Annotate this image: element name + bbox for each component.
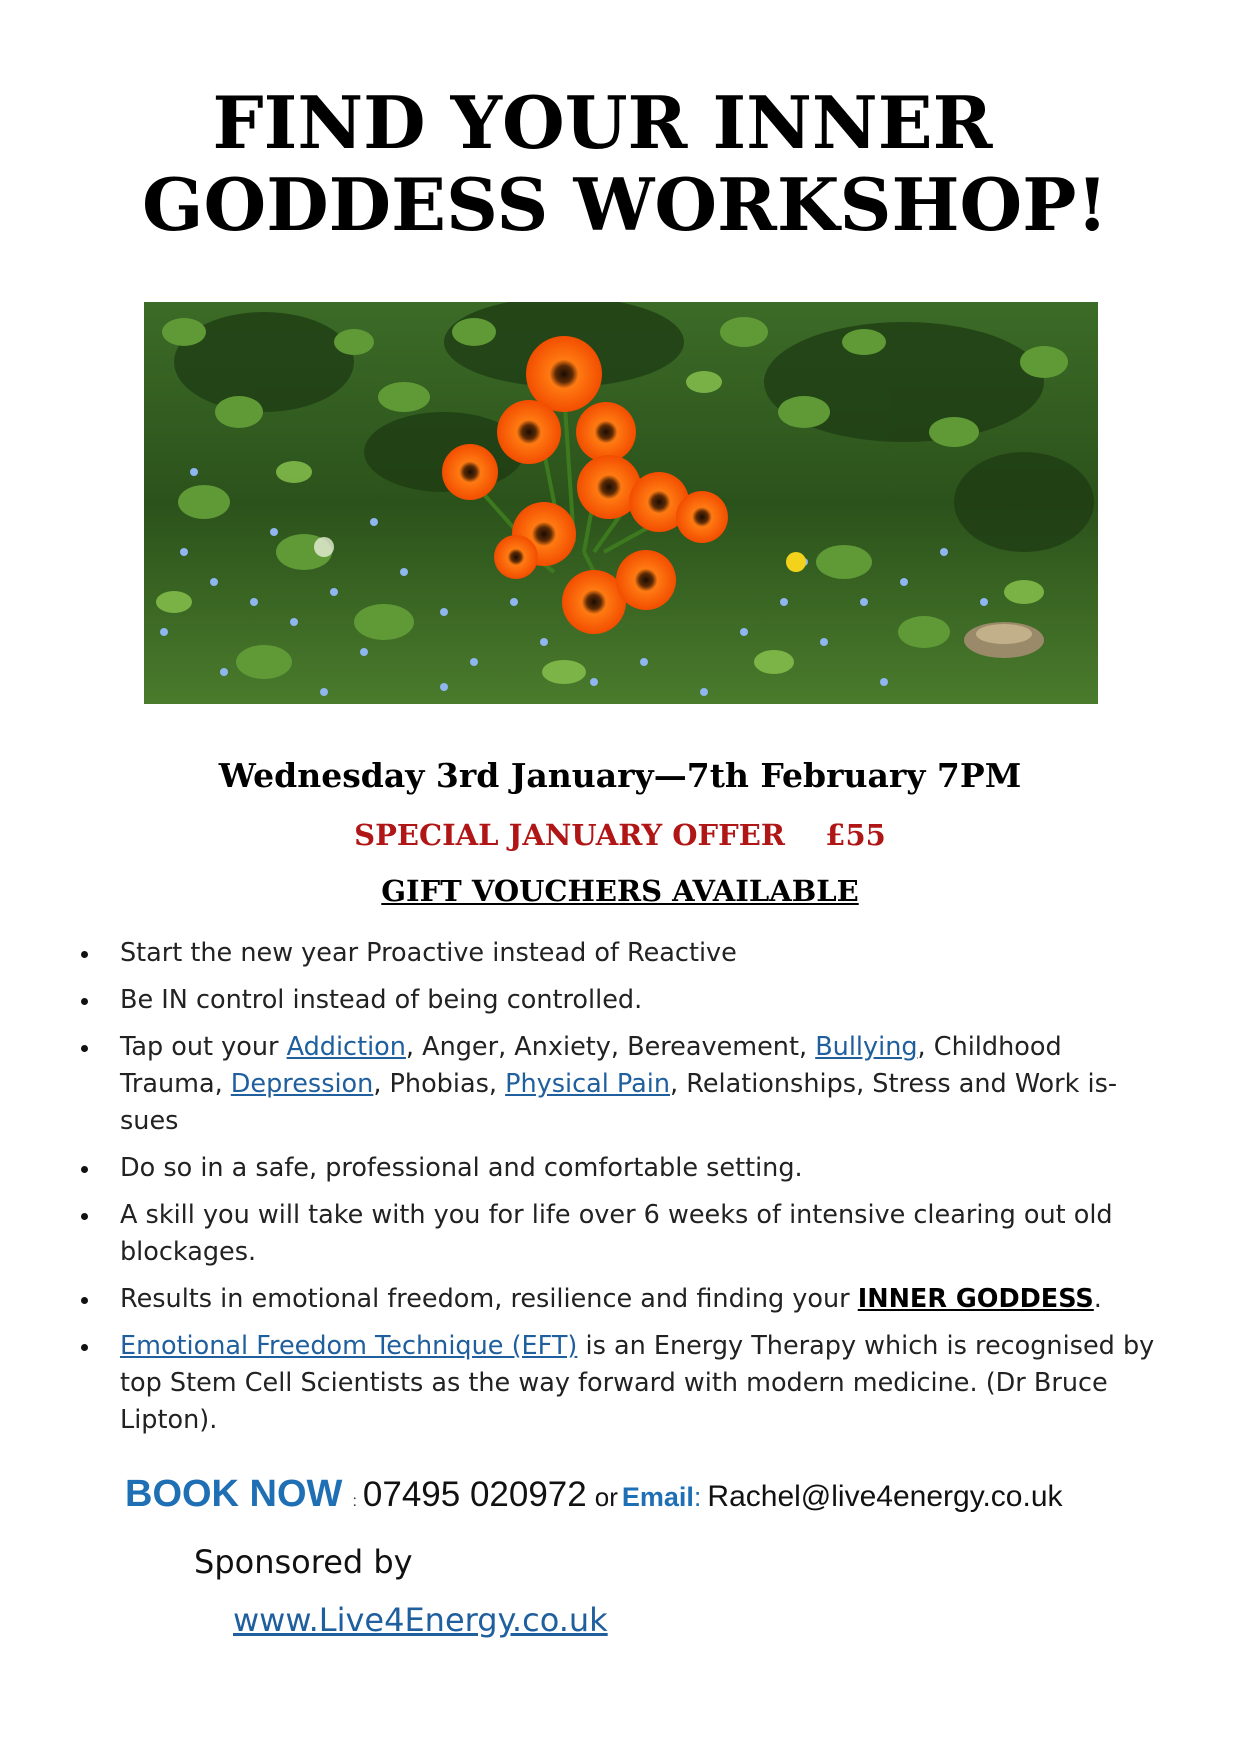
separator: : bbox=[352, 1493, 357, 1510]
addiction-link[interactable]: Addiction bbox=[286, 1032, 406, 1062]
book-now-label: BOOK NOW bbox=[125, 1473, 343, 1515]
list-item bbox=[78, 982, 1158, 1019]
bullet-text: Be IN control instead of being controlled. bbox=[120, 985, 643, 1015]
bullet-text: Start the new year Proactive instead of Reactive bbox=[120, 938, 737, 968]
bullet-icon bbox=[81, 1344, 88, 1351]
email-address[interactable]: Rachel@live4energy.co.uk bbox=[707, 1480, 1063, 1513]
bullet-text: . bbox=[1093, 1284, 1102, 1314]
special-offer: SPECIAL JANUARY OFFER £55 bbox=[354, 818, 886, 852]
list-item bbox=[78, 1197, 1158, 1271]
list-item bbox=[78, 1281, 1158, 1318]
bullet-icon bbox=[81, 998, 88, 1005]
phone-number[interactable]: 07495 020972 bbox=[362, 1475, 587, 1514]
benefits-list bbox=[78, 935, 1158, 1449]
title-line-2: GODDESS WORKSHOP! bbox=[142, 162, 1108, 247]
bullet-text: Results in emotional freedom, resilience and finding your bbox=[120, 1284, 858, 1314]
bullet-icon bbox=[81, 951, 88, 958]
bullying-link[interactable]: Bullying bbox=[815, 1032, 918, 1062]
bullet-icon bbox=[81, 1297, 88, 1304]
sponsor-website-link[interactable]: www.Live4Energy.co.uk bbox=[233, 1601, 608, 1639]
bullet-text: , Phobias, bbox=[373, 1069, 506, 1099]
list-item bbox=[78, 1029, 1158, 1140]
bullet-text: , Childhood Trauma, bbox=[120, 1032, 1062, 1099]
list-item bbox=[78, 1150, 1158, 1187]
list-item bbox=[78, 935, 1158, 972]
bullet-text: , Anger, Anxiety, Bereavement, bbox=[405, 1032, 816, 1062]
email-label: Email bbox=[621, 1482, 694, 1512]
physical-pain-link[interactable]: Physical Pain bbox=[505, 1069, 671, 1099]
list-item bbox=[78, 1328, 1158, 1439]
inner-goddess-emphasis: INNER GODDESS bbox=[857, 1284, 1094, 1314]
bullet-text: A skill you will take with you for life over 6 weeks of intensive clearing out old blockages. bbox=[120, 1200, 1113, 1267]
event-date: Wednesday 3rd January—7th February 7PM bbox=[218, 756, 1022, 795]
eft-link[interactable]: Emotional Freedom Technique (EFT) bbox=[120, 1331, 578, 1361]
sponsor-label: Sponsored by bbox=[194, 1543, 413, 1581]
booking-line bbox=[125, 1473, 1063, 1516]
gift-vouchers-notice: GIFT VOUCHERS AVAILABLE bbox=[381, 874, 859, 908]
bullet-text: , Relationships, Stress and Work is-sues bbox=[120, 1069, 1118, 1136]
bullet-icon bbox=[81, 1213, 88, 1220]
tulips-garden-photo bbox=[144, 302, 1098, 704]
separator: : bbox=[693, 1482, 702, 1512]
title-line-1: FIND YOUR INNER bbox=[212, 80, 993, 165]
page-title bbox=[0, 82, 1240, 246]
bullet-icon bbox=[81, 1166, 88, 1173]
bullet-text: Tap out your bbox=[120, 1032, 287, 1062]
bullet-icon bbox=[81, 1045, 88, 1052]
or-text: or bbox=[594, 1482, 618, 1512]
depression-link[interactable]: Depression bbox=[230, 1069, 374, 1099]
bullet-text: is an Energy Therapy which is recognised by top Stem Cell Scientists as the way forward with modern medicine. (Dr Bruce Lipton). bbox=[120, 1331, 1155, 1435]
bullet-text: Do so in a safe, professional and comfortable setting. bbox=[120, 1153, 803, 1183]
